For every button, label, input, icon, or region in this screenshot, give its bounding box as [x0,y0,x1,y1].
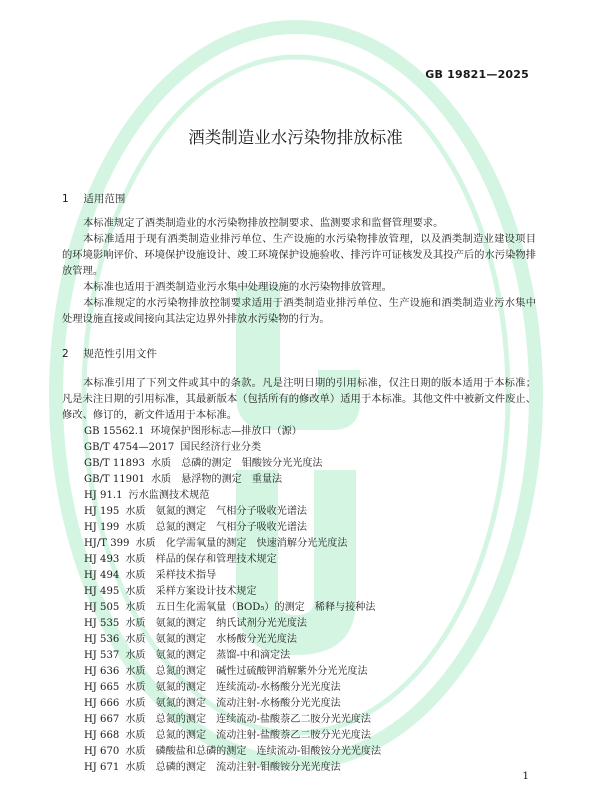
reference-title: 水质 五日生化需氧量（BOD₅）的测定 稀释与接种法 [125,602,376,613]
reference-code: HJ 636 [84,666,120,677]
reference-code: HJ 495 [84,586,120,597]
reference-item [84,504,381,520]
paragraph: 本标准规定了酒类制造业的水污染物排放控制要求、监测要求和监督管理要求。 [83,217,444,229]
reference-item [84,648,381,664]
reference-title: 水质 磷酸盐和总磷的测定 连续流动-钼酸铵分光光度法 [125,746,382,757]
reference-item [84,488,381,504]
section-number: 1 [62,193,69,205]
reference-item [84,472,381,488]
reference-title: 水质 总氮的测定 碱性过硫酸钾消解紫外分光光度法 [125,666,368,677]
reference-item [84,424,381,440]
reference-code: HJ 537 [84,650,120,661]
reference-code: GB/T 4754—2017 [84,442,175,453]
reference-title: 水质 采样技术指导 [125,570,217,581]
reference-item [84,680,381,696]
reference-code: HJ 494 [84,570,120,581]
page-number: 1 [522,770,529,782]
reference-item [84,696,381,712]
reference-title: 水质 总氮的测定 气相分子吸收光谱法 [125,522,308,533]
reference-title: 水质 氨氮的测定 气相分子吸收光谱法 [125,506,308,517]
reference-item [84,664,381,680]
reference-title: 水质 氨氮的测定 蒸馏-中和滴定法 [125,650,291,661]
reference-item [84,616,381,632]
reference-item [84,712,381,728]
reference-code: GB 15562.1 [84,426,145,437]
standard-number: GB 19821—2025 [425,68,529,81]
reference-title: 水质 总磷的测定 流动注射-钼酸铵分光光度法 [125,762,341,773]
reference-item [84,600,381,616]
paragraph: 本标准规定的水污染物排放控制要求适用于酒类制造业排污单位、生产设施和酒类制造业污水集中处理设施直接或间接向其法定边界外排放水污染物的行为。 [62,297,536,325]
section-number: 2 [62,348,69,360]
reference-code: HJ 665 [84,682,120,693]
reference-list [84,424,381,776]
section-title: 规范性引用文件 [83,348,157,360]
reference-item [84,584,381,600]
reference-item [84,728,381,744]
reference-code: HJ 670 [84,746,120,757]
reference-title: 水质 样品的保存和管理技术规定 [125,554,277,565]
reference-code: HJ 671 [84,762,120,773]
reference-title: 水质 总氮的测定 连续流动-盐酸萘乙二胺分光光度法 [125,714,371,725]
reference-item [84,552,381,568]
reference-item [84,536,381,552]
reference-title: 水质 总氮的测定 流动注射-盐酸萘乙二胺分光光度法 [125,730,371,741]
reference-code: HJ 667 [84,714,120,725]
reference-title: 水质 氨氮的测定 纳氏试剂分光光度法 [125,618,308,629]
reference-code: GB/T 11893 [84,458,145,469]
reference-code: HJ 493 [84,554,120,565]
reference-item [84,456,381,472]
reference-code: HJ 535 [84,618,120,629]
reference-title: 水质 悬浮物的测定 重量法 [150,474,283,485]
paragraph: 本标准也适用于酒类制造业污水集中处理设施的水污染物排放管理。 [83,281,392,293]
section-title: 适用范围 [83,193,126,205]
reference-code: GB/T 11901 [84,474,145,485]
reference-item [84,440,381,456]
section-heading-1 [62,191,125,206]
reference-title: 环境保护图形标志—排放口（源） [150,426,302,437]
reference-code: HJ 199 [84,522,120,533]
reference-item [84,760,381,776]
reference-title: 水质 氨氮的测定 流动注射-水杨酸分光光度法 [125,698,341,709]
reference-item [84,520,381,536]
reference-code: HJ 536 [84,634,120,645]
reference-title: 水质 总磷的测定 钼酸铵分光光度法 [150,458,323,469]
reference-code: HJ 666 [84,698,120,709]
reference-item [84,568,381,584]
reference-code: HJ/T 399 [84,538,130,549]
reference-title: 水质 氨氮的测定 水杨酸分光光度法 [125,634,297,645]
reference-title: 水质 采样方案设计技术规定 [125,586,257,597]
reference-code: HJ 668 [84,730,120,741]
reference-item [84,632,381,648]
reference-title: 水质 氨氮的测定 连续流动-水杨酸分光光度法 [125,682,341,693]
reference-title: 国民经济行业分类 [180,442,262,453]
document-title: 酒类制造业水污染物排放标准 [188,128,403,147]
section-heading-2 [62,346,157,361]
reference-item [84,744,381,760]
paragraph: 本标准引用了下列文件或其中的条款。凡是注明日期的引用标准，仅注日期的版本适用于本标准；凡是未注日期的引用标准，其最新版本（包括所有的修改单）适用于本标准。其他文件中被新文件废止、修改、修订的，新文件适用于本标准。 [62,377,536,421]
reference-title: 污水监测技术规范 [128,490,210,501]
reference-code: HJ 505 [84,602,120,613]
paragraph: 本标准适用于现有酒类制造业排污单位、生产设施的水污染物排放管理，以及酒类制造业建设项目的环境影响评价、环境保护设施设计、竣工环境保护设施验收、排污许可证核发及其投产后的水污染物排放管理。 [62,233,536,277]
reference-code: HJ 195 [84,506,120,517]
reference-code: HJ 91.1 [84,490,123,501]
reference-title: 水质 化学需氧量的测定 快速消解分光光度法 [135,538,348,549]
